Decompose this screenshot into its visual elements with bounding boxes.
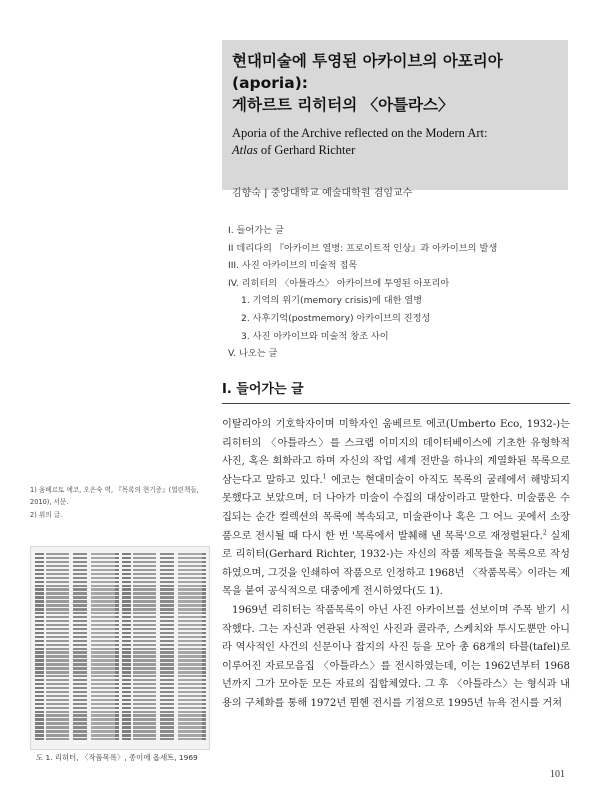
figure-list-row	[122, 699, 206, 701]
figure-list-row	[35, 565, 119, 567]
figure-list-row	[122, 648, 206, 650]
body-text	[222, 416, 570, 714]
figure-list-row	[122, 714, 206, 716]
footnote-1: 1) 움베르토 에코, 오은숙 역, 『목록의 현기증』(열린책들, 2010), 서문.	[30, 486, 199, 506]
figure-list-row	[35, 553, 119, 555]
figure-list-row	[35, 604, 119, 606]
figure-list-row	[122, 636, 206, 638]
figure-list-row	[35, 718, 119, 720]
figure-list-row	[35, 577, 119, 579]
english-title-italic: Atlas	[232, 143, 258, 157]
figure-list-row	[122, 687, 206, 689]
footnote-2: 2) 위의 글.	[30, 511, 63, 519]
english-title	[232, 125, 556, 159]
figure-list-row	[122, 604, 206, 606]
section-heading: I. 들어가는 글	[222, 378, 570, 404]
figure-list-row	[122, 569, 206, 571]
figure-list-row	[122, 581, 206, 583]
toc-item: IV. 리히터의 〈아틀라스〉 아카이브에 투영된 아포리아	[228, 277, 450, 289]
figure-list-row	[35, 616, 119, 618]
figure-list-row	[122, 730, 206, 732]
figure-list-row	[35, 588, 119, 590]
paragraph-1	[222, 416, 570, 602]
toc-item: III. 사진 아카이브의 미술적 접목	[228, 260, 358, 272]
figure-list-row	[35, 722, 119, 724]
toc-item: 2. 사후기억(postmemory) 아카이브의 진정성	[241, 312, 431, 324]
figure-list-row	[122, 695, 206, 697]
figure-list-row	[35, 596, 119, 598]
english-title-line1: Aporia of the Archive reflected on the Modern Art:	[232, 126, 488, 140]
figure-list-row	[122, 616, 206, 618]
figure-list-row	[35, 687, 119, 689]
figure-list-row	[122, 600, 206, 602]
figure-list-row	[35, 636, 119, 638]
figure-list-row	[122, 612, 206, 614]
figure-list-row	[122, 655, 206, 657]
paragraph-2: 1969년 리히터는 작품목록이 아닌 사진 아카이브를 선보이며 주목 받기 시작했다. 그는 자신과 연관된 사적인 사진과 콜라주, 스케치와 투시도뿐만 아니라 역사적인 사건의 신문이나 잡지의 사진 등을 모아 총 68개의 타블(tafel)로 이루어진 자료모음집 〈아틀라스〉를 전시하였는데, 이는 1962년부터 1968년까지 그가 모아둔 모든 자료의 집합체였다. 그 후 〈아틀라스〉는 형식과 내용의 구체화를 통해 1972년 뮌헨 전시를 기점으로 1995년 뉴욕 전시를 거쳐	[222, 604, 570, 709]
figure-list-row	[35, 573, 119, 575]
figure-list-row	[122, 679, 206, 681]
figure-list-row	[122, 624, 206, 626]
figure-list-row	[122, 596, 206, 598]
figure-list-row	[35, 581, 119, 583]
figure-list-row	[122, 640, 206, 642]
figure-list-row	[35, 655, 119, 657]
figure-list-row	[122, 738, 206, 740]
figure-list-row	[122, 573, 206, 575]
figure-list-row	[122, 707, 206, 709]
toc-item: 1. 기억의 위기(memory crisis)에 대한 열병	[241, 295, 423, 307]
figure-list-row	[35, 714, 119, 716]
english-title-line2: of Gerhard Richter	[257, 143, 356, 157]
figure-column-right	[122, 553, 206, 742]
figure-list-row	[35, 683, 119, 685]
figure-list-row	[122, 565, 206, 567]
figure-list-row	[35, 557, 119, 559]
figure-list-row	[35, 620, 119, 622]
figure-list-row	[122, 632, 206, 634]
figure-list-row	[35, 679, 119, 681]
figure-list-row	[35, 644, 119, 646]
footnote-ref-1: 1	[322, 473, 327, 481]
figure-list-row	[35, 628, 119, 630]
figure-list-row	[122, 651, 206, 653]
figure-list-row	[35, 640, 119, 642]
figure-list-row	[35, 730, 119, 732]
figure-list-row	[35, 663, 119, 665]
figure-list-row	[35, 734, 119, 736]
figure-list-row	[122, 659, 206, 661]
korean-title	[232, 50, 556, 116]
figure-caption: 도 1. 리히터, 〈작품목록〉, 종이에 옵세트, 1969	[36, 753, 198, 762]
toc-item: II 데리다의 『아카이브 열병: 프로이트적 인상』과 아카이브의 발생	[228, 242, 498, 254]
figure-list-row	[122, 711, 206, 713]
paragraph-1-part-a: 이탈리아의 기호학자이며 미학자인 움베르토 에코(Umberto Eco, 1932-)는 리히터의 〈아틀라스〉를 스크랩 이미지의 데이터베이스에 기초한 유형학적 사진, 혹은 회화라고 하며 자신의 작업 세계 전반을 하나의 계열화된 목록으로 삼는다고 말하고 있다.	[222, 419, 570, 486]
figure-list-row	[122, 553, 206, 555]
figure-list-row	[122, 703, 206, 705]
figure-list-row	[35, 703, 119, 705]
title-box	[222, 40, 568, 199]
figure-list-row	[35, 667, 119, 669]
figure-list-row	[35, 691, 119, 693]
figure-work-list-image	[30, 546, 210, 750]
page-number: 101	[550, 769, 565, 780]
figure-list-row	[122, 734, 206, 736]
figure-list-row	[122, 592, 206, 594]
paragraph-1-part-c: 실제로 리히터(Gerhard Richter, 1932-)는 자신의 작품 제목들을 목록으로 작성하였으며, 그것을 인쇄하여 작품으로 인정하고 1968년 〈작품목록〉이라는 제목을 붙여 공식적으로 대중에게 전시하였다(도 1).	[222, 530, 570, 598]
figure-column-left	[35, 553, 119, 742]
figure-list-row	[35, 711, 119, 713]
figure-list-row	[35, 726, 119, 728]
figure-list-row	[122, 667, 206, 669]
figure-list-row	[122, 557, 206, 559]
figure-list-row	[35, 561, 119, 563]
figure-list-row	[122, 585, 206, 587]
figure-list-row	[35, 608, 119, 610]
figure-list-row	[35, 699, 119, 701]
figure-list-row	[35, 675, 119, 677]
figure-list-row	[122, 561, 206, 563]
toc-item: V. 나오는 글	[228, 348, 278, 360]
figure-list-row	[122, 608, 206, 610]
figure-list-row	[122, 644, 206, 646]
figure-list-row	[35, 612, 119, 614]
figure-list-row	[35, 632, 119, 634]
toc-item: I. 들어가는 글	[228, 225, 284, 236]
figure-list-row	[122, 691, 206, 693]
figure-list-row	[122, 588, 206, 590]
figure-list-row	[122, 718, 206, 720]
figure-list-row	[35, 592, 119, 594]
figure-list-row	[122, 628, 206, 630]
figure-list-row	[122, 663, 206, 665]
figure-list-row	[35, 600, 119, 602]
figure-list-row	[122, 620, 206, 622]
paragraph-1-part-b: 에코는 현대미술이 아직도 목록의 굴레에서 해방되지 못했다고 보았으며, 더 나아가 미술이 수집의 대상이라고 말한다. 미술품은 수집되는 순간 컬렉션의 목록에 복속되고, 미술관이나 혹은 그 어느 곳에서 소장품으로 전시될 때 다시 한 번 '목록에서 발췌해 낸 목록'으로 재정렬된다.	[222, 474, 570, 542]
korean-title-line1: 현대미술에 투영된 아카이브의 아포리아(aporia):	[232, 52, 503, 92]
figure-list-row	[122, 683, 206, 685]
figure-list-row	[35, 569, 119, 571]
figure-list-row	[35, 651, 119, 653]
figure-list-row	[35, 624, 119, 626]
footnotes	[30, 484, 210, 522]
korean-title-line2: 게하르트 리히터의 〈아틀라스〉	[232, 96, 454, 114]
figure-list-row	[122, 675, 206, 677]
figure-list-row	[122, 722, 206, 724]
author-affiliation: 김향숙 | 중앙대학교 예술대학원 겸임교수	[232, 188, 413, 199]
figure-list-row	[35, 585, 119, 587]
figure-list-row	[35, 648, 119, 650]
figure-list-row	[35, 707, 119, 709]
figure-list-row	[35, 738, 119, 740]
figure-list-row	[35, 671, 119, 673]
figure-list-row	[122, 726, 206, 728]
table-of-contents	[228, 222, 497, 363]
figure-list-row	[35, 659, 119, 661]
figure-list-row	[122, 577, 206, 579]
footnote-ref-2: 2	[542, 529, 547, 537]
toc-item: 3. 사진 아카이브와 미술적 창조 사이	[241, 330, 389, 342]
figure-list-row	[35, 695, 119, 697]
figure-list-row	[122, 671, 206, 673]
